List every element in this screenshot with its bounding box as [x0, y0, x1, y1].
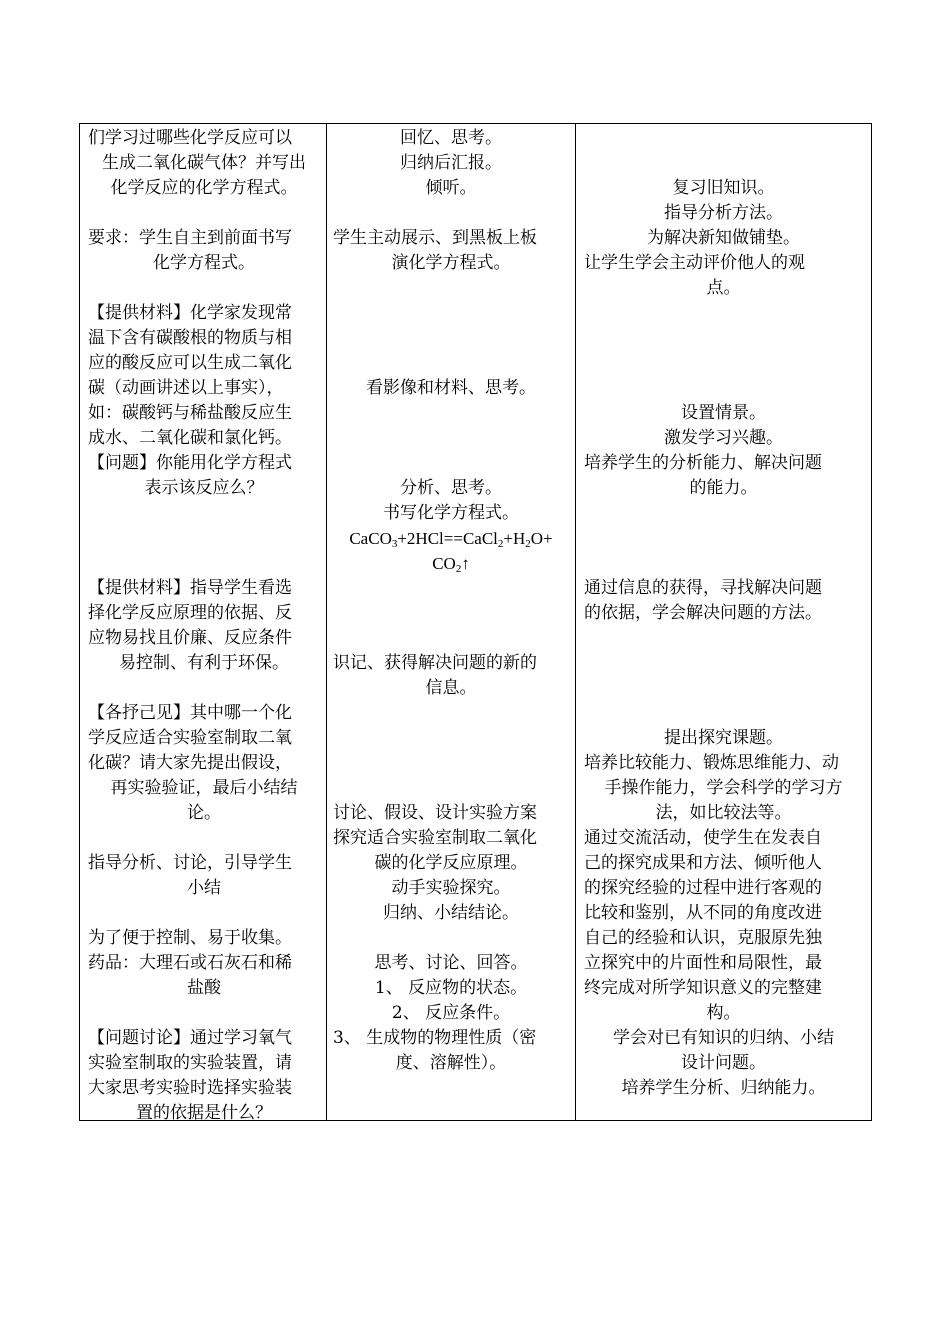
text-line: 学生主动展示、到黑板上板: [333, 228, 537, 248]
text-line: 药品：大理石或石灰石和稀: [88, 953, 292, 973]
text-line: 终完成对所学知识意义的完整建: [584, 978, 822, 998]
formula-subscript: 3: [391, 538, 398, 550]
formula-part: +2HCl==CaCl: [397, 529, 498, 548]
text-line: 激发学习兴趣。: [664, 428, 783, 448]
text-line: 指导分析、讨论，引导学生: [88, 853, 292, 873]
text-line: 学反应适合实验室制取二氧: [88, 728, 292, 748]
text-line: 要求：学生自主到前面书写: [88, 228, 292, 248]
text-line: 生成二氧化碳气体？并写出: [102, 153, 306, 173]
text-line: 【提供材料】指导学生看选: [88, 578, 292, 598]
text-line: 点。: [706, 278, 741, 298]
text-line: 通过交流活动，使学生在发表自: [584, 828, 822, 848]
text-line: 成水、二氧化碳和氯化钙。: [88, 428, 292, 448]
text-line: 如：碳酸钙与稀盐酸反应生: [88, 403, 292, 423]
text-line: 复习旧知识。: [672, 178, 775, 198]
text-line: 分析、思考。: [400, 478, 502, 498]
text-line: 置的依据是什么？: [136, 1103, 272, 1123]
text-line: 通过信息的获得，寻找解决问题: [584, 578, 822, 598]
text-line: 识记、获得解决问题的新的: [333, 653, 537, 673]
text-line: 论。: [187, 803, 221, 823]
text-line: 小结: [187, 878, 221, 898]
text-line: 手操作能力，学会科学的学习方: [604, 778, 843, 798]
teacher-activity-column: [80, 124, 327, 1123]
text-line: 立探究中的片面性和局限性，最: [584, 953, 822, 973]
text-line: 提出探究课题。: [664, 728, 783, 748]
text-line: 归纳、小结结论。: [383, 903, 519, 923]
text-line: 动手实验探究。: [391, 878, 511, 898]
design-intent-column: [576, 124, 871, 1120]
text-line: 为解决新知做铺垫。: [647, 228, 800, 248]
text-line: 3、 生成物的物理性质（密: [333, 1028, 537, 1048]
text-line: 大家思考实验时选择实验装: [88, 1078, 292, 1098]
chemical-equation: [333, 526, 569, 551]
text-line: 温下含有碳酸根的物质与相: [88, 328, 292, 348]
text-line: 培养学生分析、归纳能力。: [621, 1078, 826, 1098]
text-line: 的能力。: [689, 478, 758, 498]
text-line: 倾听。: [425, 178, 477, 198]
text-line: 实验室制取的实验装置，请: [88, 1053, 292, 1073]
text-line: 归纳后汇报。: [400, 153, 502, 173]
formula-subscript: 2: [455, 563, 462, 575]
text-line: 化碳？请大家先提出假设，: [88, 753, 292, 773]
text-line: 信息。: [425, 678, 477, 698]
formula-part: +H: [503, 529, 526, 548]
text-line: 碳（动画讲述以上事实），: [88, 378, 284, 398]
text-line: 【问题】你能用化学方程式: [88, 453, 292, 473]
formula-part: CaCO: [349, 529, 392, 548]
text-line: 培养比较能力、锻炼思维能力、动: [584, 753, 839, 773]
formula-part: O+: [530, 529, 553, 548]
chemical-equation-continued: [333, 551, 569, 576]
text-line: 的探究经验的过程中进行客观的: [584, 878, 822, 898]
text-line: 学会对已有知识的归纳、小结: [613, 1028, 834, 1048]
text-line: 碳的化学反应原理。: [374, 853, 528, 873]
text-line: 化学反应的化学方程式。: [110, 178, 298, 198]
text-line: 们学习过哪些化学反应可以: [88, 128, 292, 148]
text-line: 书写化学方程式。: [383, 503, 519, 523]
text-line: 法，如比较法等。: [655, 803, 792, 823]
text-line: 自己的经验和认识，克服原先独: [584, 928, 822, 948]
text-line: 己的探究成果和方法、倾听他人: [584, 853, 822, 873]
text-line: 看影像和材料、思考。: [366, 378, 536, 398]
formula-subscript: 2: [497, 538, 504, 550]
text-line: 构。: [706, 1003, 741, 1023]
text-line: 【提供材料】化学家发现常: [88, 303, 292, 323]
text-line: 指导分析方法。: [664, 203, 783, 223]
formula-part: CO: [432, 554, 456, 573]
text-line: 化学方程式。: [153, 253, 255, 273]
text-line: 回忆、思考。: [400, 128, 502, 148]
text-line: 让学生学会主动评价他人的观: [584, 253, 805, 273]
text-line: 盐酸: [187, 978, 221, 998]
text-line: 演化学方程式。: [391, 253, 511, 273]
text-line: 度、溶解性）。: [395, 1053, 507, 1073]
text-line: 再实验验证，最后小结结: [110, 778, 298, 798]
text-line: 讨论、假设、设计实验方案: [333, 803, 537, 823]
text-line: 探究适合实验室制取二氧化: [333, 828, 537, 848]
lesson-plan-table: [79, 123, 872, 1121]
text-line: 的依据，学会解决问题的方法。: [584, 603, 822, 623]
text-line: 【各抒己见】其中哪一个化: [88, 703, 292, 723]
text-line: 比较和鉴别，从不同的角度改进: [584, 903, 822, 923]
text-line: 【问题讨论】通过学习氧气: [88, 1028, 292, 1048]
student-activity-column: [327, 124, 576, 1120]
text-line: 设置情景。: [681, 403, 766, 423]
text-line: 培养学生的分析能力、解决问题: [584, 453, 822, 473]
formula-subscript: 2: [525, 538, 531, 550]
text-line: 为了便于控制、易于收集。: [88, 928, 292, 948]
text-line: 应物易找且价廉、反应条件: [88, 628, 292, 648]
text-line: 应的酸反应可以生成二氧化: [88, 353, 292, 373]
gas-arrow: ↑: [461, 554, 470, 573]
text-line: 2、 反应条件。: [391, 1003, 511, 1023]
text-line: 设计问题。: [681, 1053, 766, 1073]
text-line: 易控制、有利于环保。: [119, 653, 289, 673]
text-line: 1、 反应物的状态。: [374, 978, 528, 998]
text-line: 表示该反应么？: [144, 478, 264, 498]
text-line: 择化学反应原理的依据、反: [88, 603, 292, 623]
text-line: 思考、讨论、回答。: [374, 953, 528, 973]
